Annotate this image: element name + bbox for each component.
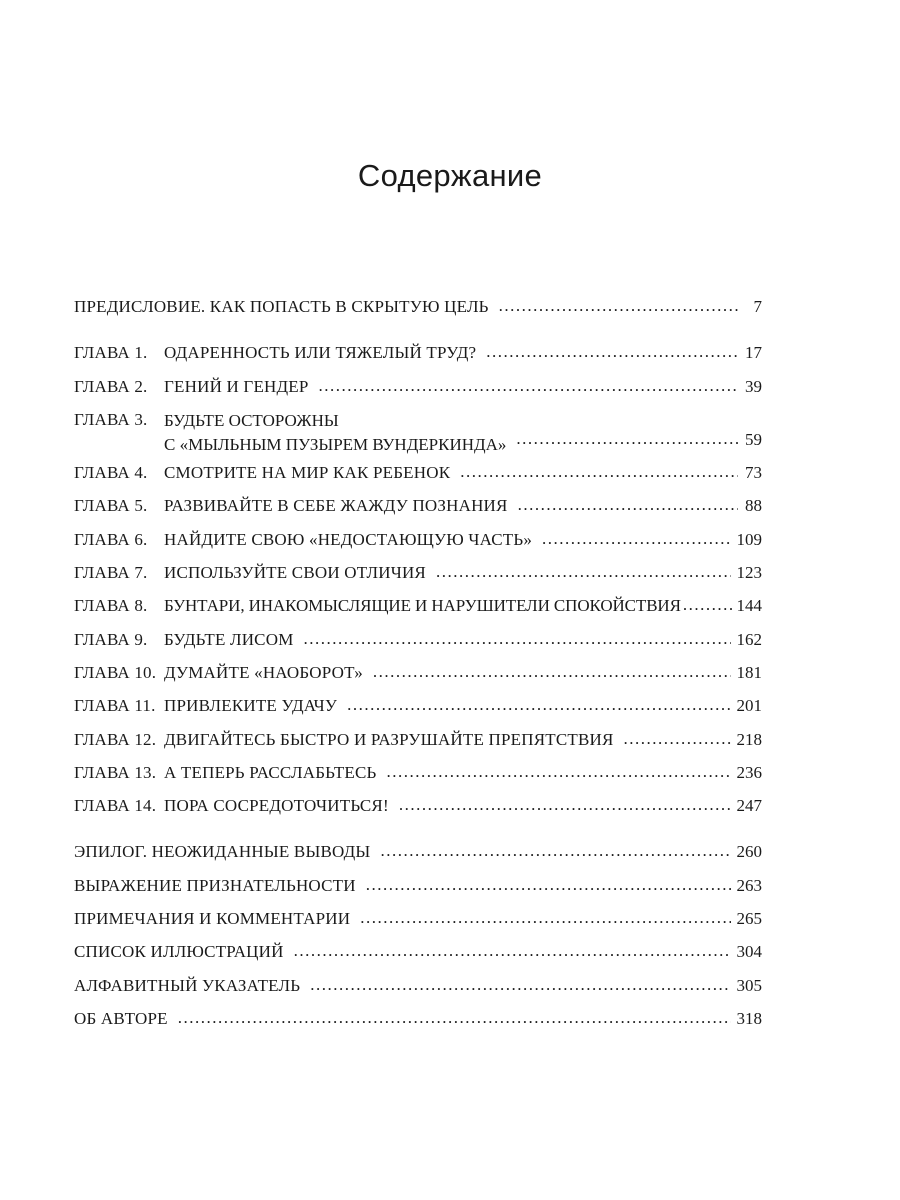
dot-leader [399, 788, 731, 821]
toc-entry-text: БУДЬТЕ ОСТОРОЖНЫ [164, 411, 339, 431]
toc-entry-text: АЛФАВИТНЫЙ УКАЗАТЕЛЬ [74, 975, 301, 995]
toc-chapter-label: ГЛАВА 3. [74, 409, 148, 429]
toc-entry-acknowledgements[interactable] [74, 869, 762, 902]
dot-leader [460, 455, 738, 488]
dot-leader [178, 1001, 731, 1034]
toc-entry-text: ВЫРАЖЕНИЕ ПРИЗНАТЕЛЬНОСТИ [74, 875, 356, 895]
toc-entry-text: НАЙДИТЕ СВОЮ «НЕДОСТАЮЩУЮ ЧАСТЬ» [164, 529, 533, 549]
toc-page-number: 201 [736, 696, 762, 716]
toc-entry-chapter-4[interactable] [74, 456, 762, 489]
toc-page-number: 88 [745, 496, 762, 516]
toc-chapter-label: ГЛАВА 6. [74, 529, 148, 549]
dot-leader [486, 335, 738, 368]
toc-entry-chapter-10[interactable] [74, 656, 762, 689]
table-of-contents [74, 290, 762, 1035]
toc-entry-chapter-13[interactable] [74, 756, 762, 789]
toc-page-number: 59 [745, 429, 762, 449]
toc-page-number: 236 [736, 762, 762, 782]
toc-entry-text: А ТЕПЕРЬ РАССЛАБЬТЕСЬ [164, 762, 377, 782]
dot-leader [294, 934, 731, 967]
toc-chapter-label: ГЛАВА 4. [74, 463, 148, 483]
toc-entry-text: ПРИВЛЕКИТЕ УДАЧУ [164, 696, 338, 716]
toc-entry-text: ПРЕДИСЛОВИЕ. КАК ПОПАСТЬ В СКРЫТУЮ ЦЕЛЬ [74, 297, 489, 316]
toc-page-number: 318 [736, 1008, 762, 1028]
toc-page-number: 162 [736, 629, 762, 649]
toc-entry-text: ОБ АВТОРЕ [74, 1008, 168, 1028]
toc-entry-chapter-9[interactable] [74, 623, 762, 656]
toc-entry-text: ДВИГАЙТЕСЬ БЫСТРО И РАЗРУШАЙТЕ ПРЕПЯТСТВИЯ [164, 729, 614, 749]
toc-page-number: 39 [745, 376, 762, 396]
toc-entry-text-continued: С «МЫЛЬНЫМ ПУЗЫРЕМ ВУНДЕРКИНДА» [164, 435, 507, 455]
toc-entry-chapter-3[interactable] [74, 403, 762, 456]
toc-entry-text: СМОТРИТЕ НА МИР КАК РЕБЕНОК [164, 463, 451, 483]
toc-entry-chapter-8[interactable] [74, 589, 762, 622]
toc-entry-notes[interactable] [74, 902, 762, 935]
toc-chapter-label: ГЛАВА 1. [74, 343, 148, 363]
toc-entry-epilogue[interactable] [74, 835, 762, 868]
page-title: Содержание [357, 158, 543, 193]
toc-page-number: 109 [736, 529, 762, 549]
toc-entry-text: РАЗВИВАЙТЕ В СЕБЕ ЖАЖДУ ПОЗНАНИЯ [164, 496, 508, 516]
dot-leader [366, 868, 731, 901]
toc-page-number: 260 [736, 842, 762, 862]
dot-leader [347, 688, 730, 721]
toc-entry-text: БУДЬТЕ ЛИСОМ [164, 629, 294, 649]
toc-entry-text: ПРИМЕЧАНИЯ И КОММЕНТАРИИ [74, 909, 351, 929]
dot-leader [516, 422, 738, 455]
toc-page-number: 218 [736, 729, 762, 749]
dot-leader [387, 755, 731, 788]
toc-chapter-label: ГЛАВА 8. [74, 596, 148, 616]
toc-chapter-label: ГЛАВА 13. [74, 762, 157, 782]
toc-page-number: 123 [736, 563, 762, 583]
dot-leader [319, 369, 738, 402]
toc-page-number: 17 [745, 343, 762, 363]
toc-chapter-label: ГЛАВА 5. [74, 496, 148, 516]
toc-chapter-label: ГЛАВА 12. [74, 729, 157, 749]
dot-leader [624, 722, 731, 755]
toc-chapter-label: ГЛАВА 7. [74, 563, 148, 583]
dot-leader [360, 901, 730, 934]
toc-entry-text: ДУМАЙТЕ «НАОБОРОТ» [164, 662, 363, 682]
toc-entry-chapter-6[interactable] [74, 523, 762, 556]
dot-leader [436, 555, 731, 588]
dot-leader [542, 522, 730, 555]
dot-leader [683, 588, 735, 621]
toc-entry-index[interactable] [74, 969, 762, 1002]
toc-page-number: 265 [736, 909, 762, 929]
dot-leader [518, 488, 738, 521]
dot-leader [310, 968, 730, 1001]
dot-leader [373, 655, 731, 688]
toc-page-number: 7 [753, 297, 762, 316]
toc-entry-chapter-12[interactable] [74, 723, 762, 756]
dot-leader [380, 834, 730, 867]
toc-page-number: 73 [745, 463, 762, 483]
toc-entry-text: ИСПОЛЬЗУЙТЕ СВОИ ОТЛИЧИЯ [164, 563, 426, 583]
dot-leader [499, 289, 738, 322]
toc-entry-chapter-1[interactable] [74, 336, 762, 369]
toc-entry-text: ГЕНИЙ И ГЕНДЕР [164, 376, 309, 396]
toc-entry-preface[interactable] [74, 290, 762, 323]
toc-page-number: 263 [736, 875, 762, 895]
toc-chapter-label: ГЛАВА 11. [74, 696, 156, 716]
toc-entry-text-multiline [164, 407, 506, 456]
toc-chapter-label: ГЛАВА 2. [74, 376, 148, 396]
toc-entry-about-author[interactable] [74, 1002, 762, 1035]
toc-entry-chapter-2[interactable] [74, 370, 762, 403]
toc-page-number: 305 [736, 975, 762, 995]
toc-entry-text: ОДАРЕННОСТЬ ИЛИ ТЯЖЕЛЫЙ ТРУД? [164, 343, 477, 363]
toc-entry-text: ПОРА СОСРЕДОТОЧИТЬСЯ! [164, 796, 389, 816]
toc-entry-chapter-5[interactable] [74, 489, 762, 522]
toc-chapter-label: ГЛАВА 10. [74, 662, 157, 682]
dot-leader [304, 622, 731, 655]
toc-page-number: 144 [736, 596, 762, 616]
toc-chapter-label: ГЛАВА 14. [74, 796, 157, 816]
toc-entry-text: СПИСОК ИЛЛЮСТРАЦИЙ [74, 942, 284, 962]
toc-chapter-label: ГЛАВА 9. [74, 629, 148, 649]
toc-page-number: 304 [736, 942, 762, 962]
toc-page-number: 247 [736, 796, 762, 816]
toc-page-number: 181 [736, 662, 762, 682]
toc-entry-chapter-14[interactable] [74, 789, 762, 822]
toc-entry-chapter-7[interactable] [74, 556, 762, 589]
toc-entry-illustrations[interactable] [74, 935, 762, 968]
toc-entry-chapter-11[interactable] [74, 689, 762, 722]
toc-entry-text: ЭПИЛОГ. НЕОЖИДАННЫЕ ВЫВОДЫ [74, 842, 371, 862]
toc-entry-text: БУНТАРИ, ИНАКОМЫСЛЯЩИЕ И НАРУШИТЕЛИ СПОКОЙСТВИЯ [164, 596, 681, 616]
